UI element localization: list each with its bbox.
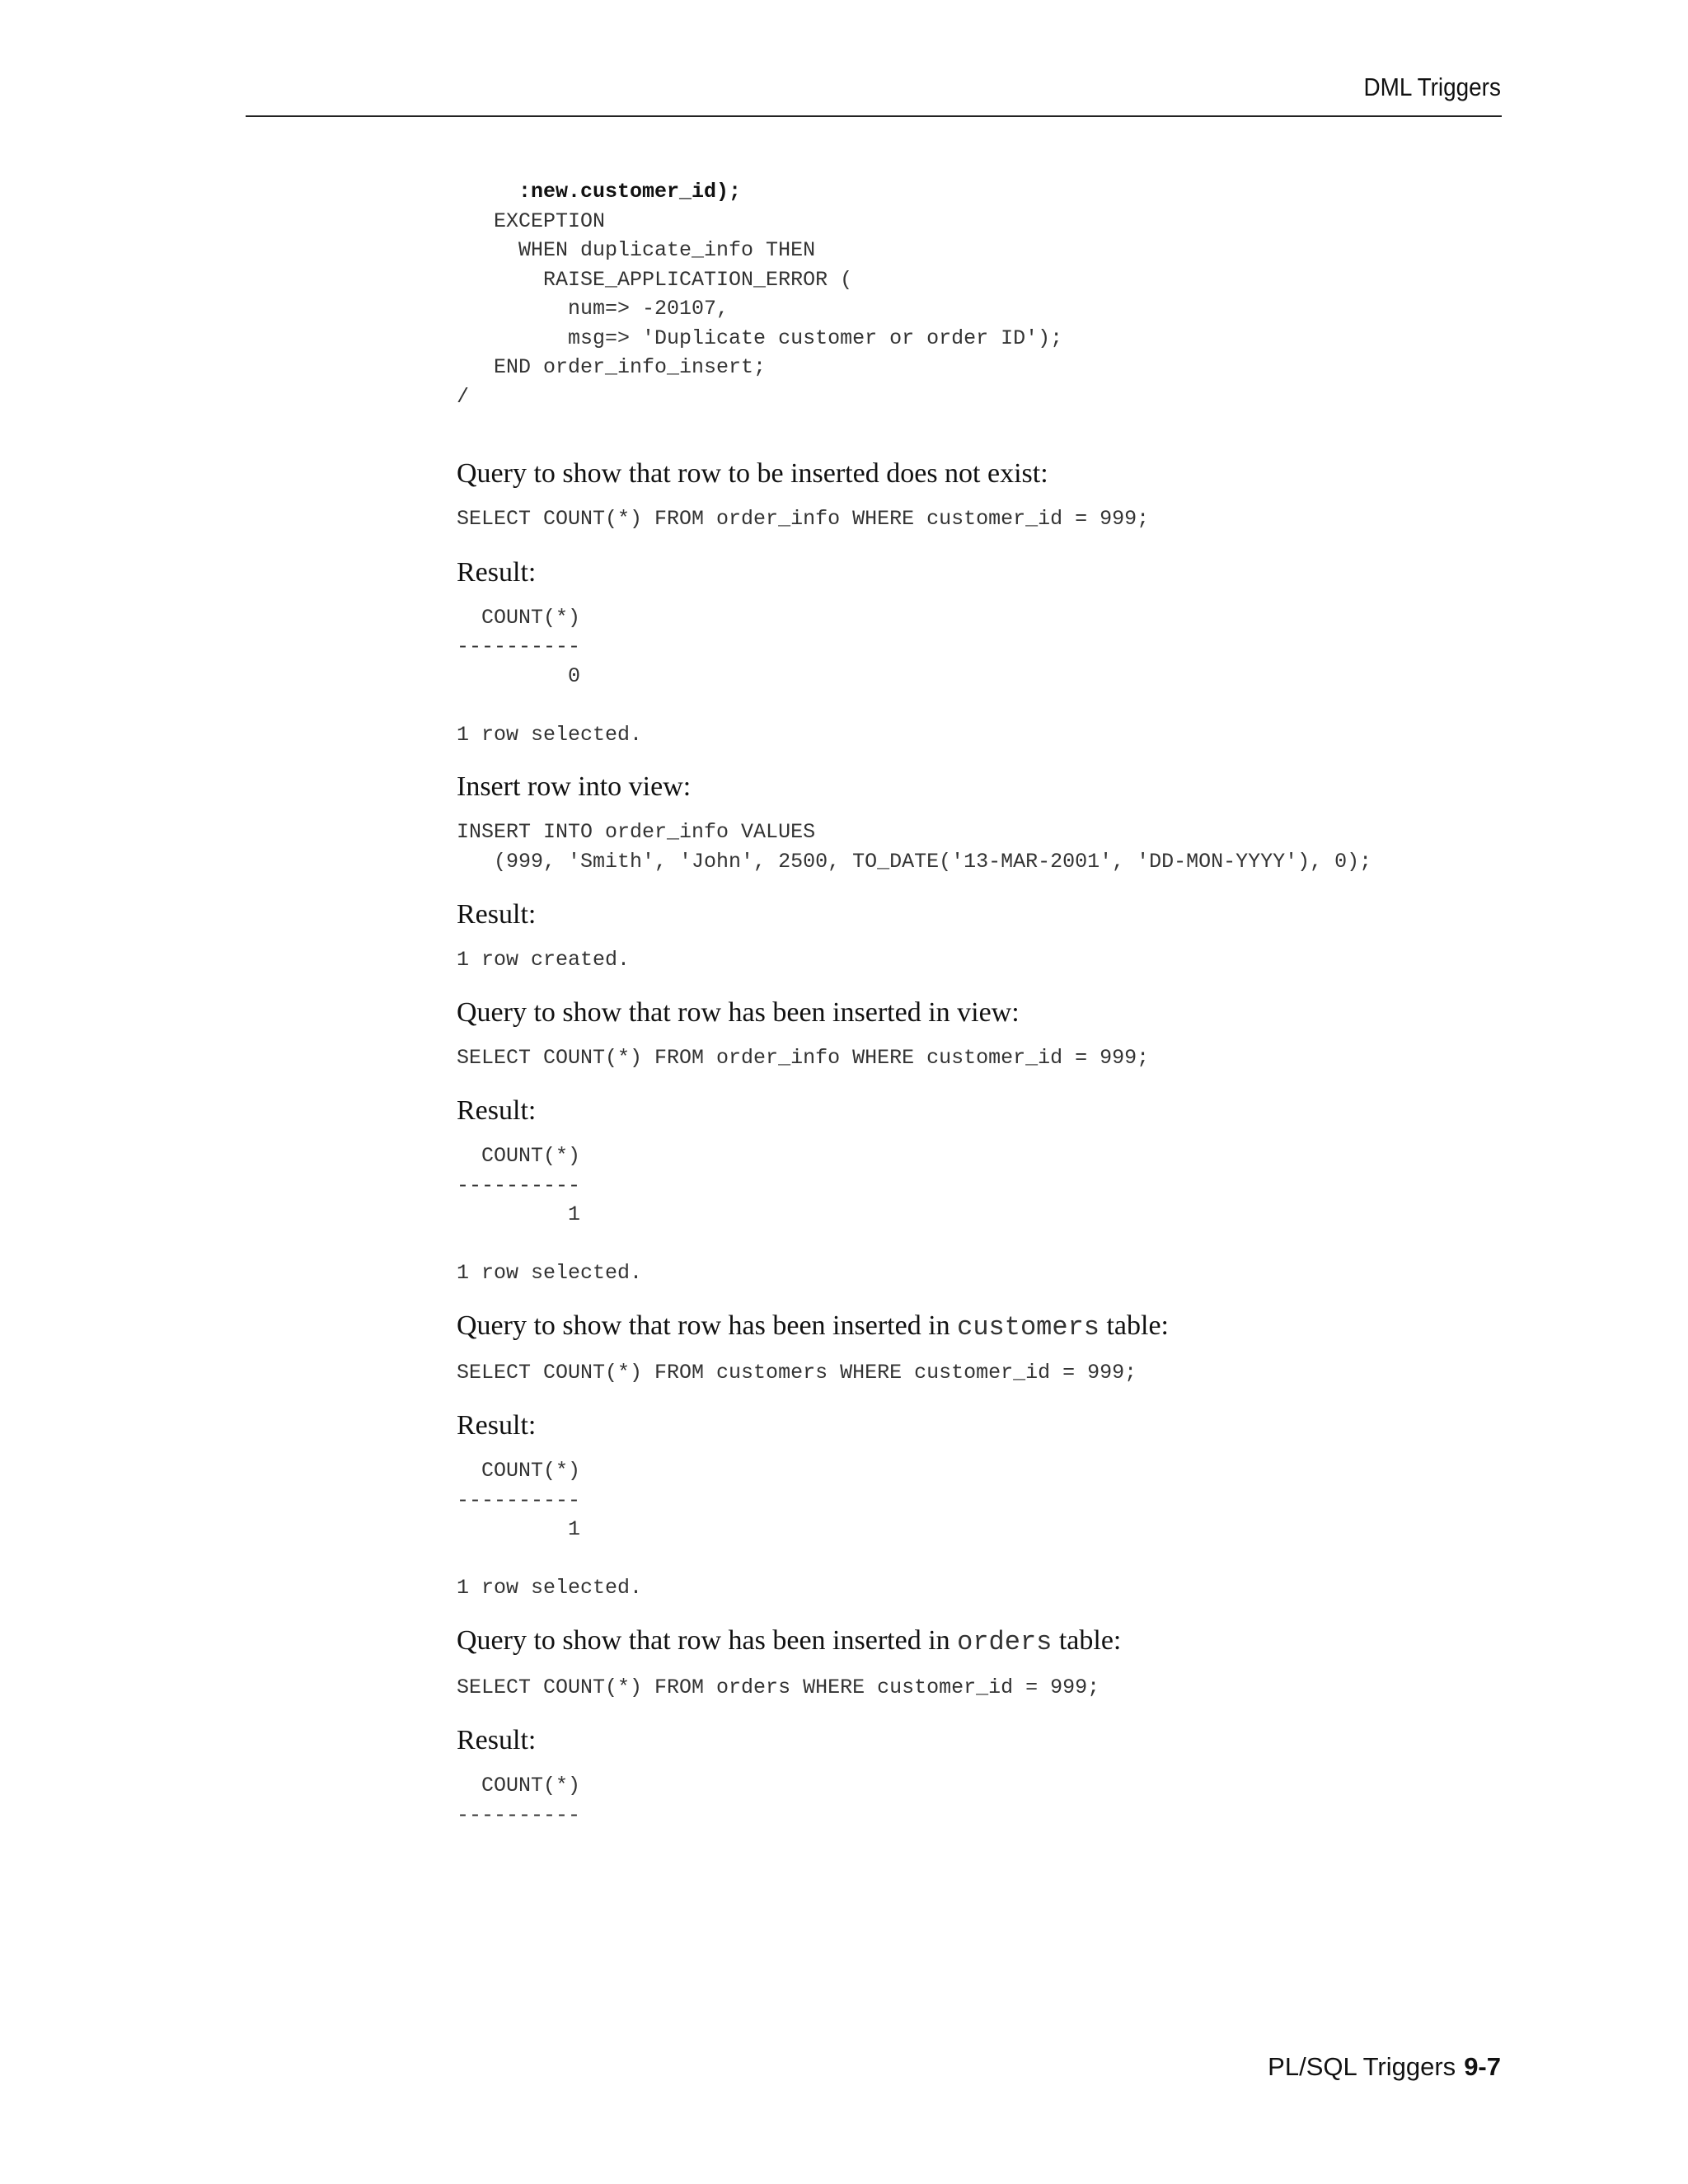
- section-q3-label: [457, 1310, 1528, 1344]
- section-insert-result-label: Result:: [457, 899, 537, 930]
- section-q4-result-label: Result:: [457, 1725, 537, 1755]
- section-q1-code: SELECT COUNT(*) FROM order_info WHERE customer_id = 999;: [457, 507, 1150, 531]
- section-q4-result: COUNT(*) ----------: [457, 1774, 581, 1827]
- section-q3-label-before: Query to show that row has been inserted in: [457, 1310, 958, 1341]
- footer-chapter-title: PL/SQL Triggers: [1268, 2052, 1456, 2081]
- section-q3-code: SELECT COUNT(*) FROM customers WHERE customer_id = 999;: [457, 1360, 1137, 1385]
- footer-page-number: 9-7: [1464, 2052, 1501, 2081]
- section-insert-label: Insert row into view:: [457, 771, 692, 802]
- header-rule: [246, 115, 1502, 117]
- section-q2-result-label: Result:: [457, 1095, 537, 1126]
- section-q4-label-after: table:: [1052, 1624, 1122, 1656]
- code-exception-block: EXCEPTION WHEN duplicate_info THEN RAISE_APPLICATION_ERROR ( num=> -20107, msg=> 'Duplicate customer or order ID'); END order_info_insert; /: [457, 209, 1063, 409]
- section-q4-label-before: Query to show that row has been inserted in: [457, 1624, 958, 1656]
- section-q4-label: [457, 1624, 1528, 1659]
- section-q2-code: SELECT COUNT(*) FROM order_info WHERE customer_id = 999;: [457, 1045, 1150, 1070]
- code-block-trigger-end: [457, 177, 1528, 411]
- section-q1-result: COUNT(*) ---------- 0 1 row selected.: [457, 605, 643, 747]
- section-q4-label-code: orders: [957, 1626, 1053, 1657]
- page-content: [457, 177, 1528, 1830]
- section-q3-label-after: table:: [1099, 1310, 1169, 1341]
- code-bold-line: :new.customer_id);: [457, 180, 742, 204]
- section-q2-result: COUNT(*) ---------- 1 1 row selected.: [457, 1144, 643, 1285]
- section-q3-result-label: Result:: [457, 1410, 537, 1441]
- section-q4-code: SELECT COUNT(*) FROM orders WHERE customer_id = 999;: [457, 1675, 1100, 1699]
- running-header-title: DML Triggers: [1363, 73, 1501, 101]
- section-q3-label-code: customers: [957, 1311, 1100, 1343]
- section-q3-result: COUNT(*) ---------- 1 1 row selected.: [457, 1459, 643, 1600]
- section-insert-code: INSERT INTO order_info VALUES (999, 'Smith', 'John', 2500, TO_DATE('13-MAR-2001', 'DD-MON-YYYY'), 0);: [457, 820, 1372, 874]
- section-insert-result: 1 row created.: [457, 948, 631, 972]
- section-q1-label: Query to show that row to be inserted does not exist:: [457, 458, 1048, 489]
- page-footer: [1268, 2052, 1501, 2082]
- section-q2-label: Query to show that row has been inserted in view:: [457, 996, 1020, 1028]
- section-q1-result-label: Result:: [457, 556, 537, 588]
